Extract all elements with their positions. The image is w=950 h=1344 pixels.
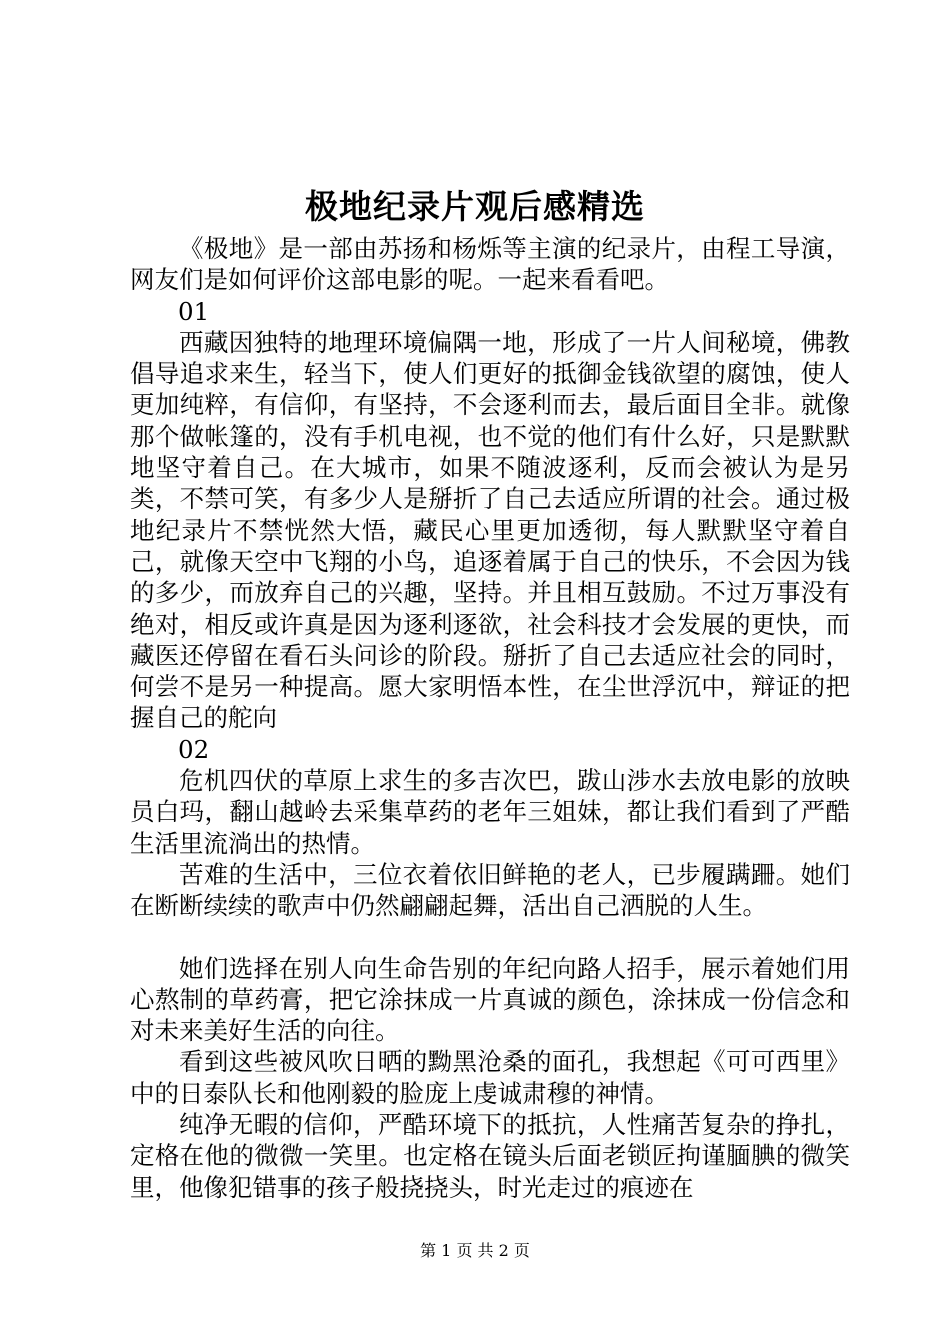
paragraph-tibet: 西藏因独特的地理环境偏隅一地，形成了一片人间秘境，佛教倡导追求来生，轻当下，使人们更好的抵御金钱欲望的腐蚀，使人更加纯粹，有信仰，有坚持，不会逐利而去，最后面目全非。就像那个做帐篷的，没有手机电视，也不觉的他们有什么好，只是默默地坚守着自己。在大城市，如果不随波逐利，反而会被认为是另类，不禁可笑，有多少人是掰折了自己去适应所谓的社会。通过极地纪录片不禁恍然大悟，藏民心里更加透彻，每人默默坚守着自己，就像天空中飞翔的小鸟，追逐着属于自己的快乐，不会因为钱的多少，而放弃自己的兴趣，坚持。并且相互鼓励。不过万事没有绝对，相反或许真是因为逐利逐欲，社会科技才会发展的更快，而藏医还停留在看石头问诊的阶段。掰折了自己去适应社会的同时，何尝不是另一种提高。愿大家明悟本性，在尘世浮沉中，辩证的把握自己的舵向 xyxy=(130,327,850,733)
paragraph-herbal-paste: 她们选择在别人向生命告别的年纪向路人招手，展示着她们用心熬制的草药膏，把它涂抹成一片真诚的颜色，涂抹成一份信念和对未来美好生活的向往。 xyxy=(130,953,850,1046)
section-number-01: 01 xyxy=(178,296,210,326)
document-body xyxy=(130,233,850,1203)
paragraph-elders: 苦难的生活中，三位衣着依旧鲜艳的老人，已步履蹒跚。她们在断断续续的歌声中仍然翩翩起舞，活出自己洒脱的人生。 xyxy=(130,859,850,921)
section-number-02: 02 xyxy=(178,734,210,764)
paragraph-grassland: 危机四伏的草原上求生的多吉次巴，跋山涉水去放电影的放映员白玛，翻山越岭去采集草药的老年三姐妹，都让我们看到了严酷生活里流淌出的热情。 xyxy=(130,766,850,858)
paragraph-kekexili: 看到这些被风吹日晒的黝黑沧桑的面孔，我想起《可可西里》中的日泰队长和他刚毅的脸庞上虔诚肃穆的神情。 xyxy=(130,1047,850,1108)
page-number-footer: 第 1 页 共 2 页 xyxy=(420,1241,530,1260)
paragraph-faith: 纯净无暇的信仰，严酷环境下的抵抗，人性痛苦复杂的挣扎，定格在他的微微一笑里。也定格在镜头后面老锁匠拘谨腼腆的微笑里，他像犯错事的孩子般挠挠头，时光走过的痕迹在 xyxy=(130,1110,850,1202)
paragraph-intro: 《极地》是一部由苏扬和杨烁等主演的纪录片，由程工导演，网友们是如何评价这部电影的呢。一起来看看吧。 xyxy=(130,234,850,295)
document-title: 极地纪录片观后感精选 xyxy=(305,187,645,226)
